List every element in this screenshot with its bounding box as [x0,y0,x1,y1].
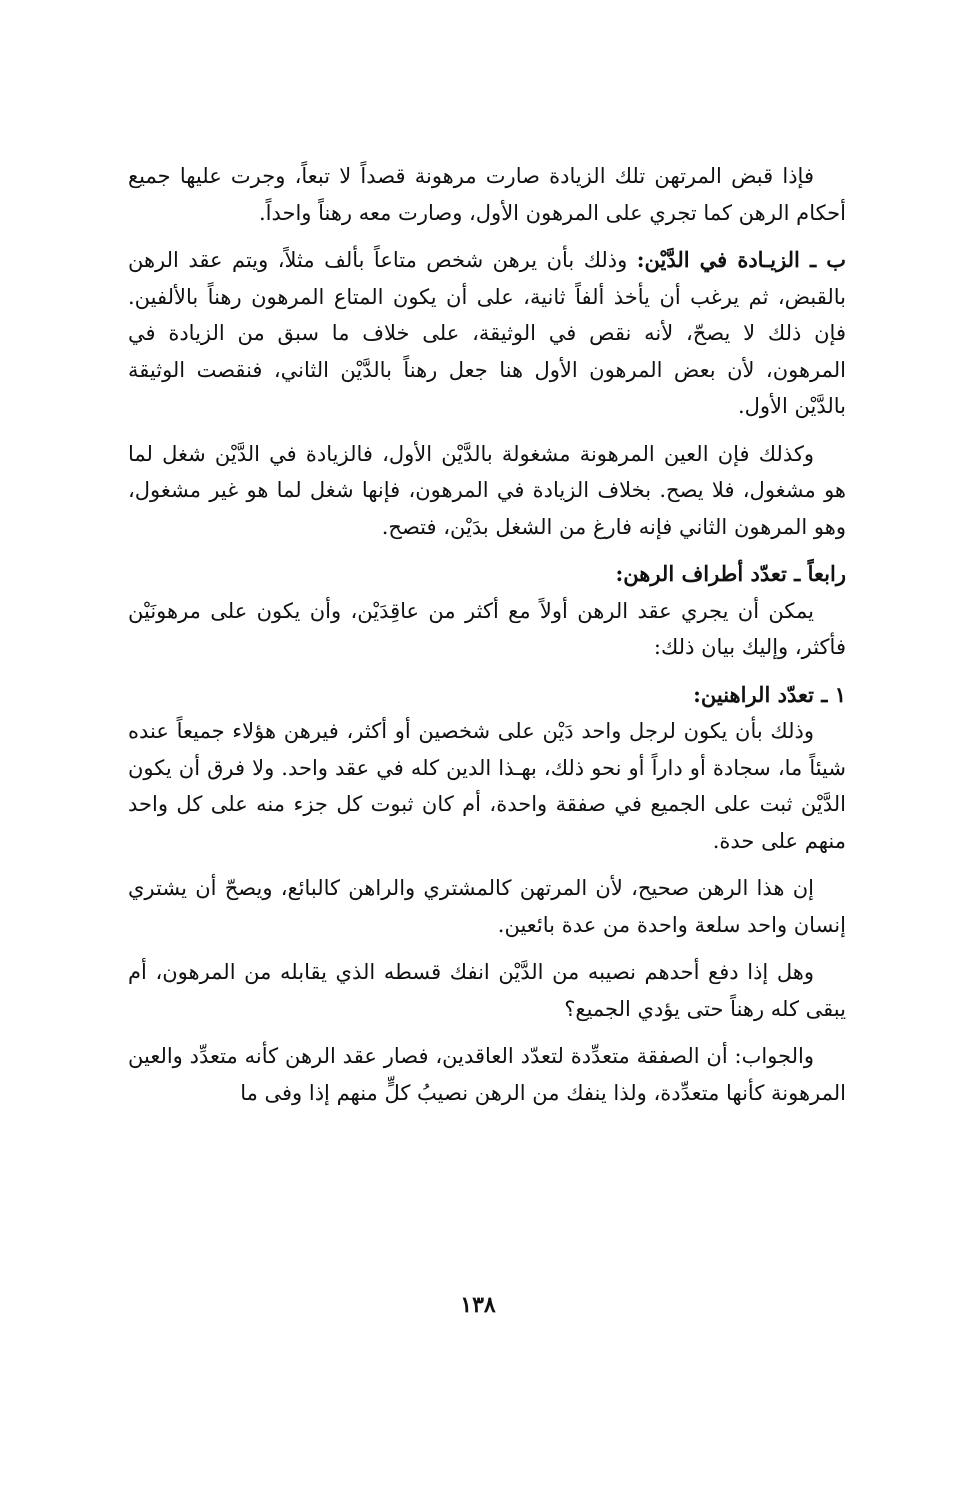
item-b-lead: ب ـ الزيـادة في الدَّيْن: [636,247,846,272]
paragraph-multiple-pledgors: وذلك بأن يكون لرجل واحد دَيْن على شخصين أو أكثر، فيرهن هؤلاء جميعاً عنده شيئاً ما، سجادة أو داراً أو نحو ذلك، بهـذا الدين كله في عقد واحد. ولا فرق أن يكون الدَّيْن ثبت على الجميع في صفقة واحدة، أم كان ثبوت كل جزء منه على كل واحد منهم على حدة. [128,719,846,853]
paragraph-question: وهل إذا دفع أحدهم نصيبه من الدَّيْن انفك قسطه الذي يقابله من المرهون، أم يبقى كله رهناً حتى يؤدي الجميع؟ [128,960,846,1021]
page-body [128,158,846,1122]
section-heading-multiple-parties: رابعاً ـ تعدّد أطراف الرهن: [615,561,846,586]
item-b-body: وذلك بأن يرهن شخص متاعاً بألف مثلاً، ويتم عقد الرهن بالقبض، ثم يرغب أن يأخذ ألفاً ثانية، على أن يكون المتاع المرهون رهناً بالألفين. فإن ذلك لا يصحّ، لأنه نقص في الوثيقة، على خلاف ما سبق من الزيادة في المرهون، لأن بعض المرهون الأول هنا جعل رهناً بالدَّيْن الثاني، فنقصت الوثيقة بالدَّيْن الأول. [128,248,846,418]
page-number: ١٣٨ [460,1292,496,1318]
paragraph-occupied-asset: وكذلك فإن العين المرهونة مشغولة بالدَّيْن الأول، فالزيادة في الدَّيْن شغل لما هو مشغول، فلا يصح. بخلاف الزيادة في المرهون، فإنها شغل لما هو غير مشغول، وهو المرهون الثاني فإنه فارغ من الشغل بدَيْن، فتصح. [128,441,846,539]
paragraph-validity: إن هذا الرهن صحيح، لأن المرتهن كالمشتري والراهن كالبائع، ويصحّ أن يشتري إنسان واحد سلعة واحدة من عدة بائعين. [128,876,846,937]
paragraph-increase-in-debt [128,242,846,425]
paragraph-multiple-parties-intro: يمكن أن يجري عقد الرهن أولاً مع أكثر من عاقِدَيْن، وأن يكون على مرهونَيْن فأكثر، وإليك بيان ذلك: [128,598,846,659]
paragraph-increase-in-pledged: فإذا قبض المرتهن تلك الزيادة صارت مرهونة قصداً لا تبعاً، وجرت عليها جميع أحكام الرهن كما تجري على المرهون الأول، وصارت معه رهناً واحداً. [128,164,846,225]
subheading-multiple-pledgors: ١ ـ تعدّد الراهنين: [693,681,846,707]
paragraph-answer: والجواب: أن الصفقة متعدِّدة لتعدّد العاقدين، فصار عقد الرهن كأنه متعدِّد والعين المرهونة كأنها متعدِّدة، ولذا ينفك من الرهن نصيبُ كلٍّ منهم إذا وفى ما [128,1044,846,1105]
